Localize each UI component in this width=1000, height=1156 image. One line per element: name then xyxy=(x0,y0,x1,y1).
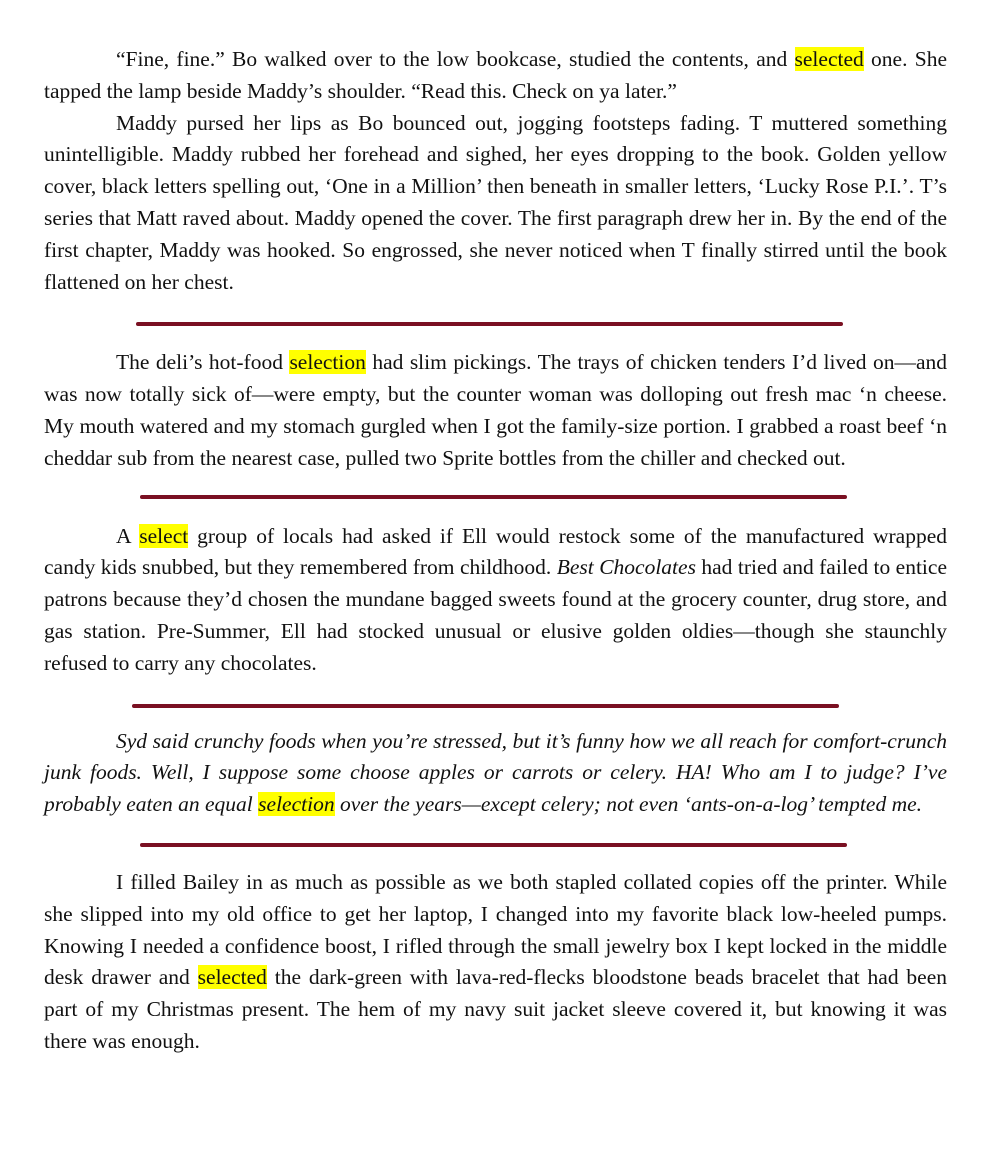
text-span: over the years—except celery; not even ‘ants-on-a-log’ tempted me. xyxy=(334,792,923,817)
text-span: The deli’s hot-food xyxy=(116,350,290,375)
text-span: Syd said crunchy foods when you’re stressed, but it’s funny how we all reach for comfort-crunch junk foods. Well, I suppose some choose apples or carrots or celery. HA! Who am I to judge? I’ve probably eaten an equal xyxy=(44,728,947,817)
highlighted-word: selection xyxy=(258,792,335,817)
section-divider xyxy=(136,322,843,326)
text-span: had tried and failed to entice patrons because they’d chosen the mundane bagged sweets found at the grocery counter, drug store, and gas station. Pre-Summer, Ell had stocked unusual or elusive golden oldies—though she staunchly refused to carry any chocolates. xyxy=(44,555,947,675)
highlighted-word: selected xyxy=(197,965,267,990)
text-span: A xyxy=(116,523,140,548)
section-divider xyxy=(132,704,839,708)
highlighted-word: selection xyxy=(289,350,366,375)
text-span: I filled Bailey in as much as possible as we both stapled collated copies off the printer. While she slipped into my old office to get her laptop, I changed into my favorite black low-heeled pumps. Knowing I needed a confidence boost, I rifled through the small jewelry box I kept locked in the middle desk drawer and xyxy=(44,869,947,990)
section-divider xyxy=(140,843,847,847)
passage-1-paragraph-1 xyxy=(44,44,947,108)
text-span: the dark-green with lava-red-flecks bloodstone beads bracelet that had been part of my Christmas present. The hem of my navy suit jacket sleeve covered it, but knowing it was there was enough. xyxy=(44,965,948,1053)
highlighted-word: select xyxy=(139,523,189,548)
text-span: “Fine, fine.” Bo walked over to the low bookcase, studied the contents, and xyxy=(116,47,795,71)
text-span: had slim pickings. The trays of chicken tenders I’d lived on—and was now totally sick of—were empty, but the counter woman was dolloping out fresh mac ‘n cheese. My mouth watered and my stomach gurgled when I got the family-size portion. I grabbed a roast beef ‘n cheddar sub from the nearest case, pulled two Sprite bottles from the chiller and checked out. xyxy=(44,350,947,470)
passage-4-paragraph xyxy=(44,726,947,821)
text-span: group of locals had asked if Ell would restock some of the manufactured wrapped candy kids snubbed, but they remembered from childhood. xyxy=(44,523,948,580)
highlighted-word: selected xyxy=(794,47,864,71)
document-page xyxy=(44,44,947,1058)
passage-1-paragraph-2: Maddy pursed her lips as Bo bounced out, jogging footsteps fading. T muttered something unintelligible. Maddy rubbed her forehead and sighed, her eyes dropping to the book. Golden yellow cover, black letters spelling out, ‘One in a Million’ then beneath in smaller letters, ‘Lucky Rose P.I.’. T’s series that Matt raved about. Maddy opened the cover. The first paragraph drew her in. By the end of the first chapter, Maddy was hooked. So engrossed, she never noticed when T finally stirred until the book flattened on her chest. xyxy=(44,110,947,294)
passage-2-paragraph xyxy=(44,347,947,474)
passage-3-paragraph xyxy=(44,521,947,680)
italic-book-title: Best Chocolates xyxy=(556,555,696,580)
text-span: one. She tapped the lamp beside Maddy’s shoulder. “Read this. Check on ya later.” xyxy=(44,47,947,103)
section-divider xyxy=(140,495,847,499)
passage-5-paragraph xyxy=(44,867,947,1058)
